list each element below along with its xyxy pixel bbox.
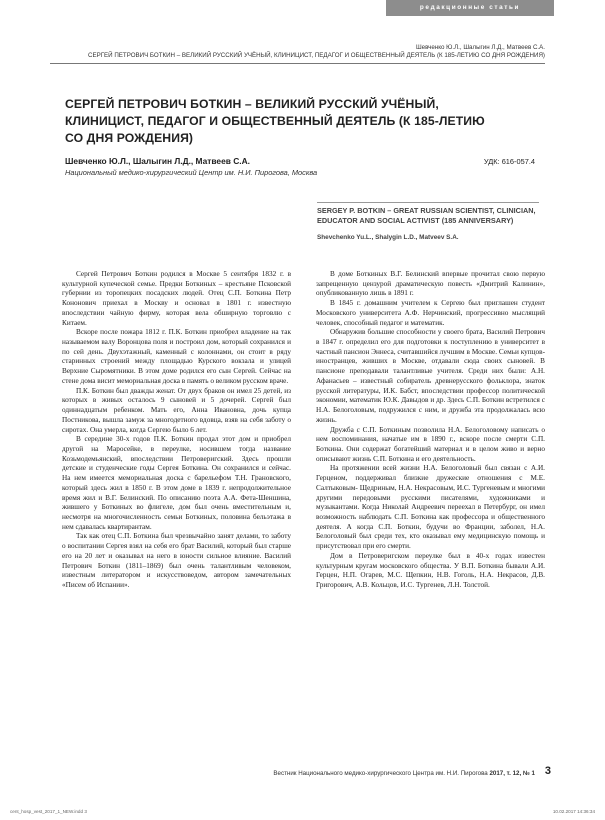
english-authors: Shevchenko Yu.L., Shalygin L.D., Matveev S.A. bbox=[317, 234, 459, 241]
journal-name: Вестник Национального медико-хирургического Центра им. Н.И. Пирогова bbox=[273, 770, 488, 777]
article-title: СЕРГЕЙ ПЕТРОВИЧ БОТКИН – ВЕЛИКИЙ РУССКИЙ УЧЁНЫЙ, КЛИНИЦИСТ, ПЕДАГОГ И ОБЩЕСТВЕННЫЙ ДЕЯТЕЛЬ (К 185-ЛЕТИЮ СО ДНЯ РОЖДЕНИЯ) bbox=[65, 97, 485, 145]
paragraph: Так как отец С.П. Боткина был чрезвычайно занят делами, то заботу о воспитании Сергея взял на себя его брат Василий, который был старше его на 20 лет и оказывал на него в юности сильное влияние. Василий Петрович Боткин (1811–1869) был очень талантливым человеком, известным литератором и искусствоведом, автором замечательных «Писем об Испании». bbox=[62, 532, 291, 589]
body-column-right bbox=[316, 270, 545, 591]
paragraph: Дружба с С.П. Боткиным позволила Н.А. Белоголовому написать о нем воспоминания, начатые им в 1890 г., вскоре после смерти С.П. Боткина. Они содержат богатейший материал и в целом живо и верно описывают жизнь С.П. Боткина и его деятельность. bbox=[316, 425, 545, 463]
paragraph: Вскоре после пожара 1812 г. П.К. Боткин приобрел владение на так называемом валу Воронцова поля и построил дом, который сохранился и по сей день. Двухэтажный, каменный с колоннами, он стоит в ряду старинных строений между площадью Курского вокзала и улицей Верхние Сыромятники. В этом доме родился его сын Сергей. Сейчас на стене дома висит мемориальная доска в память о великом русском враче. bbox=[62, 328, 291, 385]
paragraph: Дом в Петроверигском переулке был в 40-х годах известен культурным кругам московского общества. У В.П. Боткина бывали А.И. Герцен, Н.П. Огарев, М.С. Щепкин, Н.В. Гоголь, Н.А. Некрасов, Д.В. Григорович, А.В. Кольцов, И.С. Тургенев, Л.Н. Толстой. bbox=[316, 551, 545, 589]
running-head-title: СЕРГЕЙ ПЕТРОВИЧ БОТКИН – ВЕЛИКИЙ РУССКИЙ УЧЁНЫЙ, КЛИНИЦИСТ, ПЕДАГОГ И ОБЩЕСТВЕННЫЙ ДЕЯТЕЛЬ (К 185-ЛЕТИЮ СО ДНЯ РОЖДЕНИЯ) bbox=[87, 52, 545, 59]
footer-journal bbox=[273, 770, 535, 777]
journal-issue: 2017, т. 12, № 1 bbox=[489, 770, 535, 777]
paragraph: На протяжении всей жизни Н.А. Белоголовый был связан с А.И. Герценом, поддерживал близкие дружеские отношения с М.Е. Салтыковым- Щедриным, Н.А. Некрасовым, И.С. Тургеневым и многими другими передовыми русскими писателями, художниками и музыкантами. Когда Николай Андреевич переехал в Петербург, он имел возможность наблюдать С.П. Боткина как профессора и общественного деятеля. А когда С.П. Боткин, будучи во Франции, заболел, Н.А. Белоголовый был среди тех, кто оказывал ему медицинскую помощь и присутствовал при его смерти. bbox=[316, 464, 545, 551]
article-authors: Шевченко Ю.Л., Шалыгин Л.Д., Матвеев С.А. bbox=[65, 156, 250, 166]
paragraph: В доме Боткиных В.Г. Белинский впервые прочитал свою первую запрещенную цензурой драматическую повесть «Дмитрий Калинин», опубликованную лишь в 1891 г. bbox=[316, 270, 545, 298]
english-title-divider bbox=[317, 202, 539, 203]
paragraph: Обнаружив большие способности у своего брата, Василий Петрович в 1847 г. определил его для подготовки к поступлению в университет в частный пансион Эннеса, считавшийся лучшим в Москве. Семьи купцов-иностранцев, живших в Москве, отдавали сюда своих сыновей. В пансионе преподавали талантливые учителя. Среди них были: А.Н. Афанасьев – известный собиратель древнерусского фольклора, знаток русской литературы, И.К. Бабст, впоследствии профессор политической экономии, математик Ю.К. Давыдов и др. Здесь С.П. Боткин встретился с Н.А. Белоголовым, подружился с ним, и дружба эта продолжалась всю жизнь. bbox=[316, 328, 545, 424]
page-number: 3 bbox=[544, 765, 551, 777]
paragraph: В середине 30-х годов П.К. Боткин продал этот дом и приобрел другой на Маросейке, в переулке, носившем тогда название Козьмодемьянский, впоследствии Петроверигский. Здесь прошли детские и студенческие годы Сергея Боткина. Он сохранился и сейчас. На нем имеется мемориальная доска с барельефом Т.Н. Грановского, который здесь жил в 1850 г. В этом доме в 1839 г. непродолжительное время жил и В.Г. Белинский. По описанию поэта А.А. Фета-Шеншина, жившего у Боткиных во флигеле, дом был очень вместительным и, несмотря на многочисленность семьи Боткиных, половина бельэтажа в нем сдавалась квартирантам. bbox=[62, 435, 291, 531]
section-tag: редакционные статьи bbox=[386, 0, 554, 16]
paragraph: П.К. Боткин был дважды женат. От двух браков он имел 25 детей, из которых в живых осталось 9 сыновей и 5 дочерей. Сергей был одиннадцатым ребенком. Мать его, Анна Ивановна, дочь купца Постникова, вышла замуж за многодетного вдовца, взяв на себя заботу о сиротах. Она умерла, когда Сергею было 6 лет. bbox=[62, 386, 291, 434]
header-divider bbox=[50, 63, 545, 64]
paragraph: Сергей Петрович Боткин родился в Москве 5 сентября 1832 г. в культурной купеческой семье. Предки Боткиных – крестьяне Псковской губернии из торопецких посадских людей. Отец С.П. Боткина Петр Кононович приехал в Москву и основал в 1801 г. известную впоследствии чайную фирму, которая вела обширную торговлю с Китаем. bbox=[62, 270, 291, 327]
udc-code: УДК: 616-057.4 bbox=[483, 157, 535, 166]
paragraph: В 1845 г. домашним учителем к Сергею был приглашен студент Московского университета А.Ф. Нерчинский, прогрессивно мыслящий человек, способный педагог и математик. bbox=[316, 299, 545, 327]
running-head-authors: Шевченко Ю.Л., Шалыгин Л.Д., Матвеев С.А. bbox=[416, 44, 545, 51]
print-date-slug: 10.02.2017 14:36:34 bbox=[552, 809, 595, 814]
print-file-slug: cent_hosp_vest_2017_1_NEW.indd 3 bbox=[10, 809, 87, 814]
affiliation: Национальный медико-хирургический Центр им. Н.И. Пирогова, Москва bbox=[65, 168, 318, 177]
english-title: SERGEY P. BOTKIN – GREAT RUSSIAN SCIENTIST, CLINICIAN, EDUCATOR AND SOCIAL ACTIVIST (185 ANNIVERSARY) bbox=[317, 206, 536, 225]
body-column-left bbox=[62, 270, 291, 591]
